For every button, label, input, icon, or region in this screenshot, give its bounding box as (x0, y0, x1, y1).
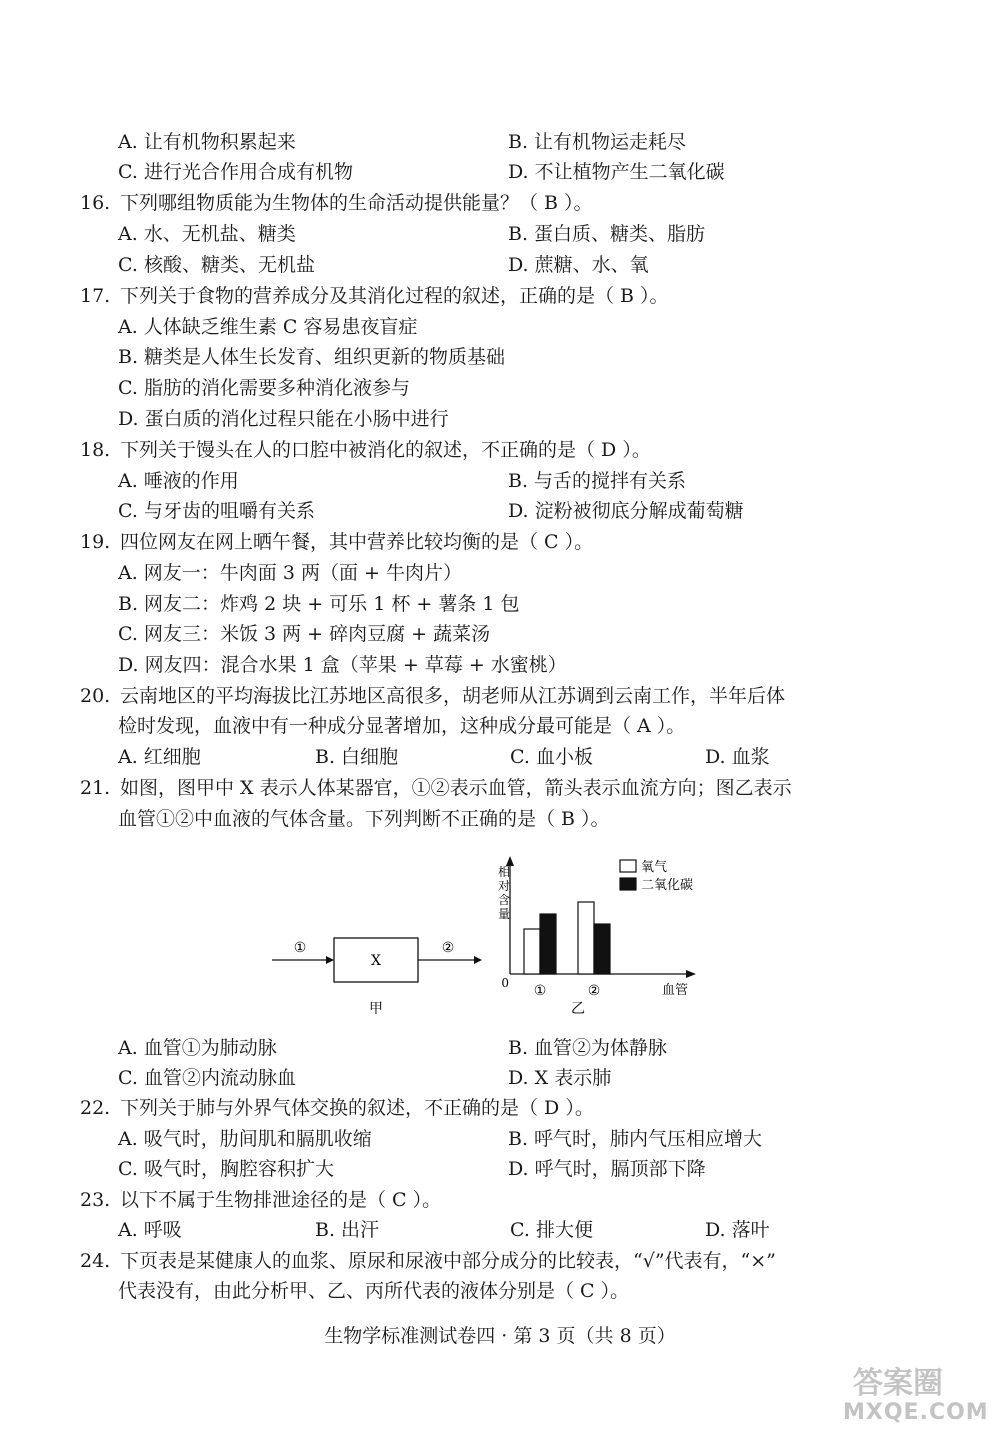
question-number: 19. (80, 531, 111, 553)
x-axis-arrowhead (686, 970, 696, 978)
question-stem: 以下不属于生物排泄途径的是（ C ）。 (120, 1189, 442, 1211)
vessel-2-label: ② (441, 940, 455, 956)
question-number: 17. (80, 285, 111, 307)
q15-option-c: C. 进行光合作用合成有机物 (118, 161, 353, 183)
q20-option-b: B. 白细胞 (315, 746, 399, 768)
legend-label-1: 氧气 (641, 860, 668, 875)
question-24 (80, 1248, 776, 1274)
inflow-arrowhead (326, 956, 334, 964)
figure-21 (260, 850, 720, 1030)
q16-option-a: A. 水、无机盐、糖类 (118, 223, 296, 245)
figure-yi-caption: 乙 (571, 1001, 585, 1017)
question-19 (80, 529, 593, 555)
bar-co2-vessel-1 (540, 914, 556, 974)
q20-option-c: C. 血小板 (510, 746, 593, 768)
question-number: 16. (80, 192, 111, 214)
figure-jia-caption: 甲 (369, 1001, 383, 1017)
figure-yi-chart (498, 856, 696, 1017)
bar-oxygen-vessel-1 (524, 929, 540, 974)
watermark-url: MXQE.COM (843, 1400, 989, 1425)
q17-option-c: C. 脂肪的消化需要多种消化液参与 (118, 377, 410, 399)
question-stem: 下页表是某健康人的血浆、原尿和尿液中部分成分的比较表，“√”代表有，“×” (120, 1250, 776, 1272)
question-20 (80, 683, 785, 709)
q17-option-a: A. 人体缺乏维生素 C 容易患夜盲症 (118, 316, 418, 338)
page-footer: 生物学标准测试卷四 · 第 3 页（共 8 页） (324, 1325, 676, 1347)
q17-option-d: D. 蛋白质的消化过程只能在小肠中进行 (118, 408, 449, 430)
question-21 (80, 775, 792, 801)
question-stem: 云南地区的平均海拔比江苏地区高很多，胡老师从江苏调到云南工作，半年后体 (120, 685, 786, 707)
q20-option-a: A. 红细胞 (118, 746, 201, 768)
chart-category-ticks (534, 983, 601, 999)
q22-option-b: B. 呼气时，肺内气压相应增大 (508, 1128, 763, 1150)
x-axis-label: 血管 (662, 983, 689, 998)
figure-jia (272, 938, 482, 1017)
vessel-1-label: ① (293, 940, 307, 956)
q21-option-a: A. 血管①为肺动脉 (118, 1037, 277, 1059)
question-number: 23. (80, 1189, 111, 1211)
question-stem: 下列关于食物的营养成分及其消化过程的叙述，正确的是（ B ）。 (120, 285, 669, 307)
category-label-2: ② (587, 983, 601, 999)
q18-option-c: C. 与牙齿的咀嚼有关系 (118, 500, 315, 522)
q23-option-b: B. 出汗 (315, 1219, 380, 1241)
q22-option-a: A. 吸气时，肋间肌和膈肌收缩 (118, 1128, 372, 1150)
q19-option-d: D. 网友四：混合水果 1 盒（苹果 + 草莓 + 水蜜桃） (118, 654, 567, 676)
q18-option-a: A. 唾液的作用 (118, 470, 239, 492)
q15-option-b: B. 让有机物运走耗尽 (508, 131, 687, 153)
q21-option-b: B. 血管②为体静脉 (508, 1037, 668, 1059)
q16-option-d: D. 蔗糖、水、氧 (508, 254, 649, 276)
question-stem: 下列关于馒头在人的口腔中被消化的叙述，不正确的是（ D ）。 (120, 439, 651, 461)
watermark-title: 答案圈 (853, 1366, 943, 1401)
q15-option-a: A. 让有机物积累起来 (118, 131, 296, 153)
question-23 (80, 1187, 441, 1213)
q23-option-a: A. 呼吸 (118, 1219, 182, 1241)
q19-option-c: C. 网友三：米饭 3 两 + 碎肉豆腐 + 蔬菜汤 (118, 623, 491, 645)
question-24-continued: 代表没有，由此分析甲、乙、丙所代表的液体分别是（ C ）。 (118, 1280, 630, 1302)
question-18 (80, 437, 651, 463)
outflow-arrowhead (474, 956, 482, 964)
legend-label-2: 二氧化碳 (641, 878, 694, 893)
question-stem: 下列关于肺与外界气体交换的叙述，不正确的是（ D ）。 (120, 1097, 594, 1119)
legend-swatch-1 (620, 860, 636, 872)
category-label-1: ① (533, 983, 547, 999)
y-axis-label: 相对含量 (498, 865, 511, 921)
q21-option-c: C. 血管②内流动脉血 (118, 1067, 296, 1089)
legend-swatch-2 (620, 878, 636, 890)
q23-option-c: C. 排大便 (510, 1219, 593, 1241)
q17-option-b: B. 糖类是人体生长发育、组织更新的物质基础 (118, 346, 506, 368)
q20-option-d: D. 血浆 (705, 746, 770, 768)
question-21-continued: 血管①②中血液的气体含量。下列判断不正确的是（ B ）。 (118, 808, 610, 830)
organ-x-label: X (371, 953, 381, 969)
question-number: 18. (80, 439, 111, 461)
bar-oxygen-vessel-2 (578, 902, 594, 974)
q18-option-b: B. 与舌的搅拌有关系 (508, 470, 687, 492)
chart-legend (620, 860, 693, 893)
question-20-continued: 检时发现，血液中有一种成分显著增加，这种成分最可能是（ A ）。 (118, 715, 686, 737)
question-stem: 如图，图甲中 X 表示人体某器官，①②表示血管，箭头表示血流方向；图乙表示 (120, 777, 792, 799)
question-16 (80, 190, 593, 216)
question-17 (80, 283, 669, 309)
q19-option-b: B. 网友二：炸鸡 2 块 + 可乐 1 杯 + 薯条 1 包 (118, 593, 520, 615)
origin-label: 0 (501, 976, 509, 990)
q22-option-d: D. 呼气时，膈顶部下降 (508, 1158, 706, 1180)
q16-option-b: B. 蛋白质、糖类、脂肪 (508, 223, 706, 245)
question-stem: 四位网友在网上晒午餐，其中营养比较均衡的是（ C ）。 (120, 531, 594, 553)
q19-option-a: A. 网友一：牛肉面 3 两（面 + 牛肉片） (118, 562, 462, 584)
watermark-logo (835, 1352, 989, 1432)
q23-option-d: D. 落叶 (705, 1219, 770, 1241)
question-22 (80, 1095, 594, 1121)
q15-option-d: D. 不让植物产生二氧化碳 (508, 161, 725, 183)
question-stem: 下列哪组物质能为生物体的生命活动提供能量？（ B ）。 (120, 192, 593, 214)
question-number: 20. (80, 685, 111, 707)
bar-co2-vessel-2 (594, 924, 610, 974)
q22-option-c: C. 吸气时，胸腔容积扩大 (118, 1158, 334, 1180)
question-number: 24. (80, 1250, 111, 1272)
question-number: 21. (80, 777, 111, 799)
chart-bars (524, 902, 610, 974)
q16-option-c: C. 核酸、糖类、无机盐 (118, 254, 315, 276)
q21-option-d: D. X 表示肺 (508, 1067, 612, 1089)
q18-option-d: D. 淀粉被彻底分解成葡萄糖 (508, 500, 744, 522)
question-number: 22. (80, 1097, 111, 1119)
